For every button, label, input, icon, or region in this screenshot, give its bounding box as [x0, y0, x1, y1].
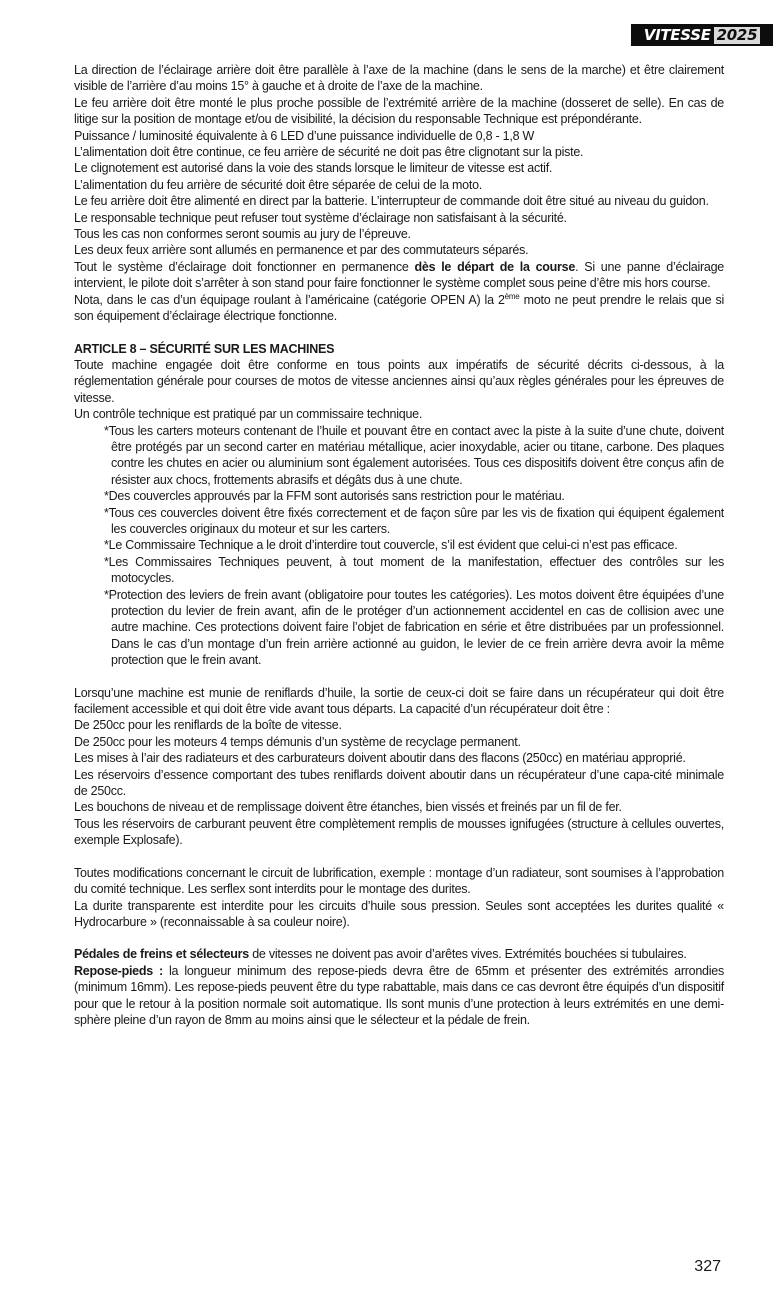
paragraph: De 250cc pour les reniflards de la boîte de vitesse. [74, 718, 342, 733]
list-item: *Tous les carters moteurs contenant de l’huile et pouvant être en contact avec la piste à la suite d’une chute, doivent être protégés par un second carter en matériau métallique, acier inoxydable, acier ou titane, carbone. Des plaques contre les chutes en acier ou aluminium sont également autorisées. Tous ces dispositifs doivent être conçus afin de résister aux chocs, frottements abrasifs et dégâts dus à une chute. [104, 423, 724, 487]
paragraph: Tous les réservoirs de carburant peuvent être complètement remplis de mousses ignifugées (structure à cellules ouvertes, exemple Explosafe). [74, 816, 724, 848]
emphasis: Repose-pieds : [74, 963, 163, 978]
paragraph-footrests: Repose-pieds : la longueur minimum des repose-pieds devra être de 65mm et présenter des extrémités arrondies (minimum 16mm). Les repose-pieds peuvent être du type rabattable, mais dans ce cas devront être équipés d’un dispositif pour que le retour à la position normale soit automatique. Ils sont munis d’une protection à leurs extrémités en une demi-sphère pleine d’un rayon de 8mm au moins ainsi que le sélecteur et la pédale de frein. [74, 963, 724, 1027]
paragraph-permanent-lighting: Tout le système d’éclairage doit fonctionner en permanence dès le départ de la course. Si une panne d’éclairage intervient, le pilote doit s’arrêter à son stand pour faire fonctionner le système complet sous peine d’être mis hors course. [74, 259, 724, 291]
list-item: *Le Commissaire Technique a le droit d’interdire tout couvercle, s’il est évident que celui-ci n’est pas efficace. [104, 538, 678, 553]
paragraph: Toutes modifications concernant le circuit de lubrification, exemple : montage d’un radiateur, sont soumises à l’approbation du comité technique. Les serflex sont interdits pour le montage des durites. [74, 865, 724, 897]
paragraph: Le responsable technique peut refuser tout système d’éclairage non satisfaisant à la sécurité. [74, 210, 567, 225]
list-item: *Tous ces couvercles doivent être fixés correctement et de façon sûre par les vis de fixation qui équipent également les couvercles originaux du moteur et sur les carters. [104, 505, 724, 536]
header-title: VITESSE [643, 26, 711, 44]
header-year: 2025 [714, 27, 761, 44]
requirements-list [104, 423, 724, 669]
paragraph: Le feu arrière doit être monté le plus proche possible de l’extrémité arrière de la machine (dosseret de selle). En cas de litige sur la position de montage et/ou de visibilité, la décision du responsable Technique est prépondérante. [74, 95, 724, 127]
paragraph: L’alimentation doit être continue, ce feu arrière de sécurité ne doit pas être clignotant sur la piste. [74, 145, 584, 160]
page-number: 327 [694, 1258, 721, 1275]
list-item: *Des couvercles approuvés par la FFM sont autorisés sans restriction pour le matériau. [104, 489, 565, 504]
header-badge [631, 24, 773, 46]
paragraph: Les réservoirs d’essence comportant des tubes reniflards doivent aboutir dans un récupérateur d’une capa-cité minimale de 250cc. [74, 767, 724, 799]
paragraph: Tous les cas non conformes seront soumis au jury de l’épreuve. [74, 227, 411, 242]
paragraph: Puissance / luminosité équivalente à 6 LED d’une puissance individuelle de 0,8 - 1,8 W [74, 128, 535, 143]
paragraph: Le clignotement est autorisé dans la voie des stands lorsque le limiteur de vitesse est actif. [74, 161, 553, 176]
paragraph: L’alimentation du feu arrière de sécurité doit être séparée de celui de la moto. [74, 177, 483, 192]
paragraph: De 250cc pour les moteurs 4 temps démunis d’un système de recyclage permanent. [74, 734, 521, 749]
paragraph: Les deux feux arrière sont allumés en permanence et par des commutateurs séparés. [74, 243, 529, 258]
paragraph-pedals: Pédales de freins et sélecteurs de vitesses ne doivent pas avoir d’arêtes vives. Extrémités bouchées si tubulaires. [74, 947, 687, 962]
paragraph: Un contrôle technique est pratiqué par un commissaire technique. [74, 407, 423, 422]
article-title: ARTICLE 8 – SÉCURITÉ SUR LES MACHINES [74, 341, 335, 356]
list-item: *Les Commissaires Techniques peuvent, à tout moment de la manifestation, effectuer des contrôles sur les motocycles. [104, 554, 724, 586]
document-body [74, 62, 724, 1028]
paragraph: Toute machine engagée doit être conforme en tous points aux impératifs de sécurité décrits ci-dessous, à la réglementation générale pour courses de motos de vitesse anciennes ainsi qu’aux règles générales pour les épreuves de vitesse. [74, 357, 724, 405]
paragraph-nota: Nota, dans le cas d’un équipage roulant à l’américaine (catégorie OPEN A) la 2ème moto ne peut prendre le relais que si son équipement d’éclairage électrique fonctionne. [74, 291, 724, 324]
paragraph: Le feu arrière doit être alimenté en direct par la batterie. L’interrupteur de commande doit être situé au niveau du guidon. [74, 194, 709, 209]
paragraph: La durite transparente est interdite pour les circuits d’huile sous pression. Seules sont acceptées les durites qualité « Hydrocarbure » (reconnaissable à sa couleur noire). [74, 898, 724, 929]
list-item: *Protection des leviers de frein avant (obligatoire pour toutes les catégories). Les motos doivent être équipées d’une protection du levier de frein avant, afin de le protéger d’un actionnement accidentel en cas de collision avec une autre machine. Ces protections doivent faire l’objet de fabrication en série et être distribuées par un professionnel. Dans le cas d’un montage d’un frein arrière actionné au guidon, le levier de ce frein arrière devra avoir la même protection que le frein avant. [104, 587, 724, 668]
paragraph: La direction de l’éclairage arrière doit être parallèle à l’axe de la machine (dans le sens de la marche) et être clairement visible de l’arrière d’au moins 15° à gauche et à droite de l’axe de la machine. [74, 63, 724, 94]
emphasis: Pédales de freins et sélecteurs [74, 947, 249, 962]
emphasis: dès le départ de la course [414, 259, 576, 274]
paragraph: Les bouchons de niveau et de remplissage doivent être étanches, bien vissés et freinés par un fil de fer. [74, 800, 622, 815]
paragraph: Les mises à l’air des radiateurs et des carburateurs doivent aboutir dans des flacons (250cc) en matériau approprié. [74, 751, 686, 766]
paragraph: Lorsqu’une machine est munie de reniflards d’huile, la sortie de ceux-ci doit se faire dans un récupérateur qui doit être facilement accessible et qui doit être vide avant tous départs. La capacité d’un récupérateur doit être : [74, 685, 724, 717]
